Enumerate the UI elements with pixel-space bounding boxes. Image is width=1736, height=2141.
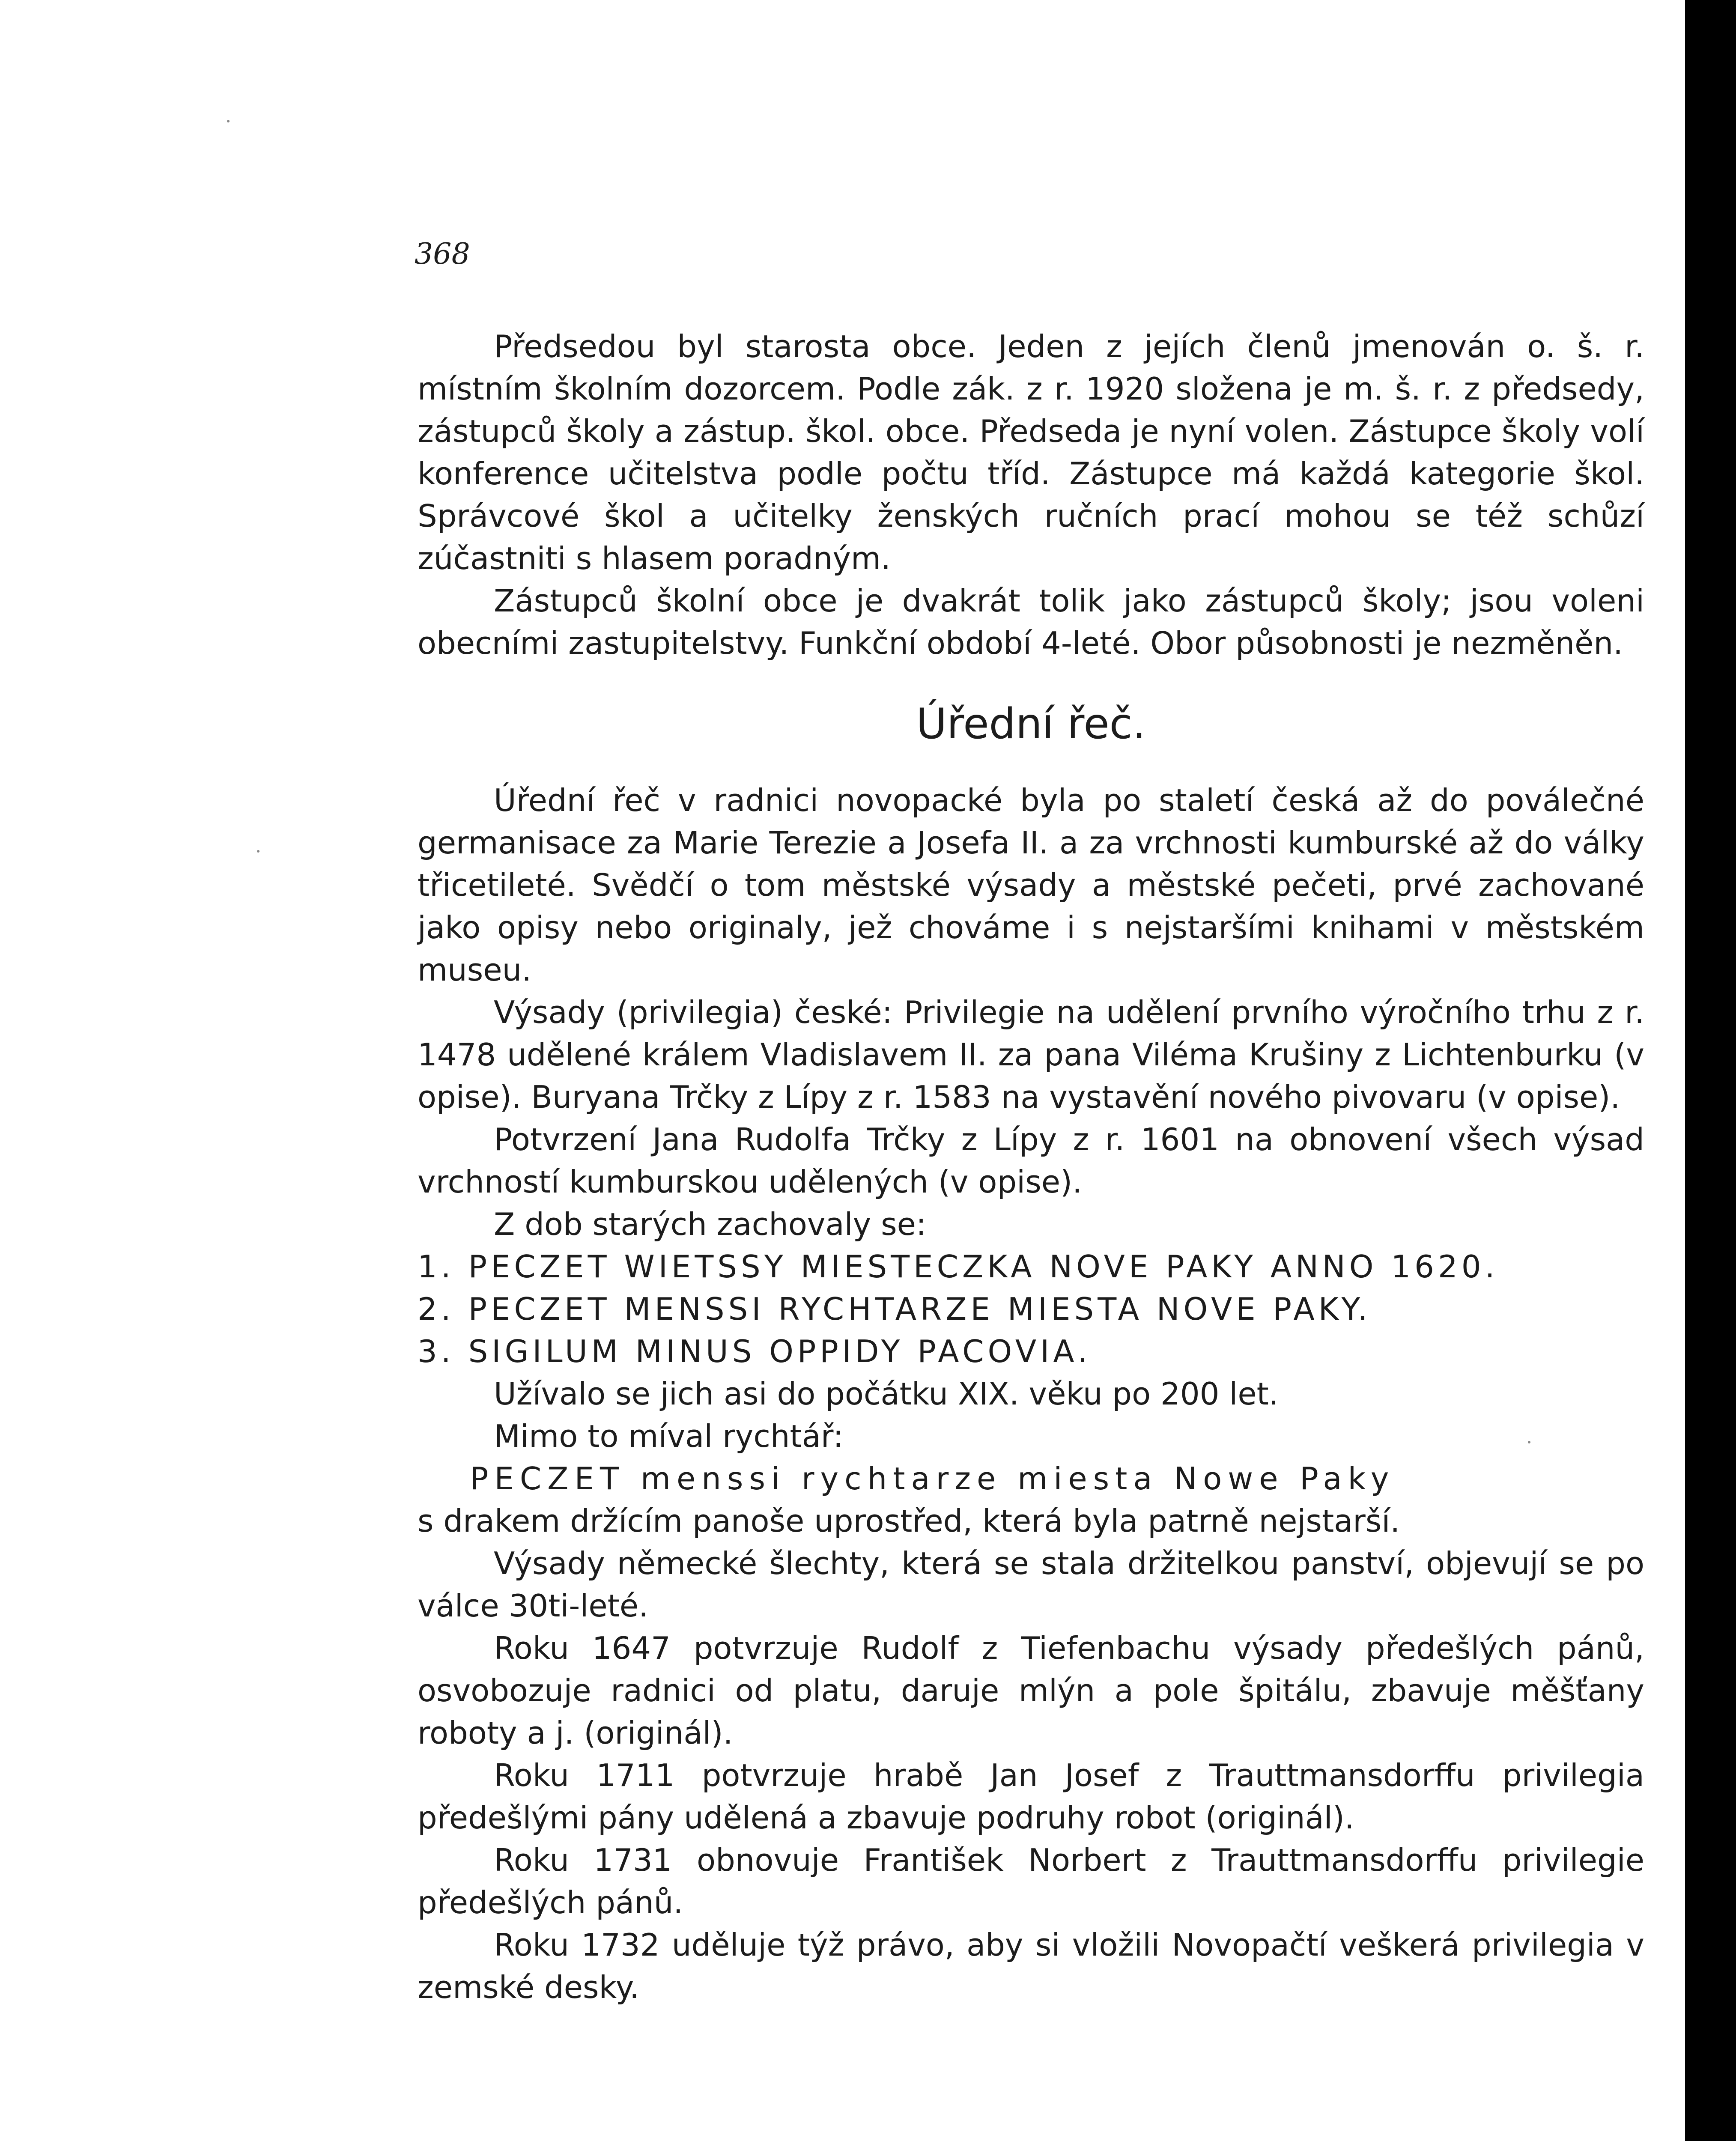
seal-inscription-rychtar: PECZET menssi rychtarze miesta Nowe Paky bbox=[470, 1460, 1395, 1497]
seal-inscription: 2. PECZET MENSSI RYCHTARZE MIESTA NOVE PAKY. bbox=[418, 1291, 1372, 1327]
paragraph: Výsady německé šlechty, která se stala držitelkou panství, objevují se po válce 30ti-leté. bbox=[418, 1545, 1644, 1624]
paragraph: Mimo to míval rychtář: bbox=[494, 1418, 844, 1454]
paragraph: Roku 1731 obnovuje František Norbert z Trauttmansdorffu privilegie předešlých pánů. bbox=[418, 1842, 1644, 1920]
paragraph: s drakem držícím panoše uprostřed, která byla patrně nejstarší. bbox=[418, 1503, 1400, 1539]
body-text bbox=[418, 325, 1644, 2009]
paragraph: Zástupců školní obce je dvakrát tolik jako zástupců školy; jsou voleni obecními zastupitelstvy. Funkční období 4-leté. Obor působnosti je nezměněn. bbox=[418, 583, 1644, 661]
paragraph: Z dob starých zachovaly se: bbox=[494, 1206, 927, 1242]
paragraph: Úřední řeč v radnici novopacké byla po staletí česká až do poválečné germanisace za Marie Terezie a Josefa II. a za vrchnosti kumburské až do války třicetileté. Svědčí o tom městské výsady a městské pečeti, prvé zachované jako opisy nebo originaly, jež chováme i s nejstaršími knihami v městském museu. bbox=[418, 782, 1644, 988]
paragraph: Potvrzení Jana Rudolfa Trčky z Lípy z r. 1601 na obnovení všech výsad vrchností kumburskou udělených (v opise). bbox=[418, 1121, 1644, 1200]
paragraph: Roku 1647 potvrzuje Rudolf z Tiefenbachu výsady předešlých pánů, osvobozuje radnici od platu, daruje mlýn a pole špitálu, zbavuje měšťany roboty a j. (originál). bbox=[418, 1630, 1644, 1751]
seal-inscription: 3. SIGILUM MINUS OPPIDY PACOVIA. bbox=[418, 1333, 1092, 1369]
section-heading: Úřední řeč. bbox=[916, 700, 1146, 748]
scan-speck bbox=[257, 850, 260, 853]
seal-inscription: 1. PECZET WIETSSY MIESTECZKA NOVE PAKY ANNO 1620. bbox=[418, 1248, 1499, 1285]
scan-speck bbox=[1528, 1441, 1530, 1443]
scan-border bbox=[1685, 0, 1736, 2141]
paragraph: Užívalo se jich asi do počátku XIX. věku po 200 let. bbox=[494, 1375, 1279, 1412]
paragraph: Předsedou byl starosta obce. Jeden z jejích členů jmenován o. š. r. místním školním dozorcem. Podle zák. z r. 1920 složena je m. š. r. z předsedy, zástupců školy a zástup. škol. obce. Předseda je nyní volen. Zástupce školy volí konference učitelstva podle počtu tříd. Zástupce má každá kategorie škol. Správcové škol a učitelky ženských ručních prací mohou se též schůzí zúčastniti s hlasem poradným. bbox=[418, 328, 1644, 576]
paragraph: Roku 1711 potvrzuje hrabě Jan Josef z Trauttmansdorffu privilegia předešlými pány udělená a zbavuje podruhy robot (originál). bbox=[418, 1757, 1644, 1836]
paragraph: Výsady (privilegia) české: Privilegie na udělení prvního výročního trhu z r. 1478 udělené králem Vladislavem II. za pana Viléma Krušiny z Lichtenburku (v opise). Buryana Trčky z Lípy z r. 1583 na vystavění nového pivovaru (v opise). bbox=[418, 994, 1644, 1115]
page-number: 368 bbox=[415, 237, 470, 271]
paragraph: Roku 1732 uděluje týž právo, aby si vložili Novopačtí veškerá privilegia v zemské desky. bbox=[418, 1926, 1644, 2005]
scan-speck bbox=[227, 120, 230, 122]
